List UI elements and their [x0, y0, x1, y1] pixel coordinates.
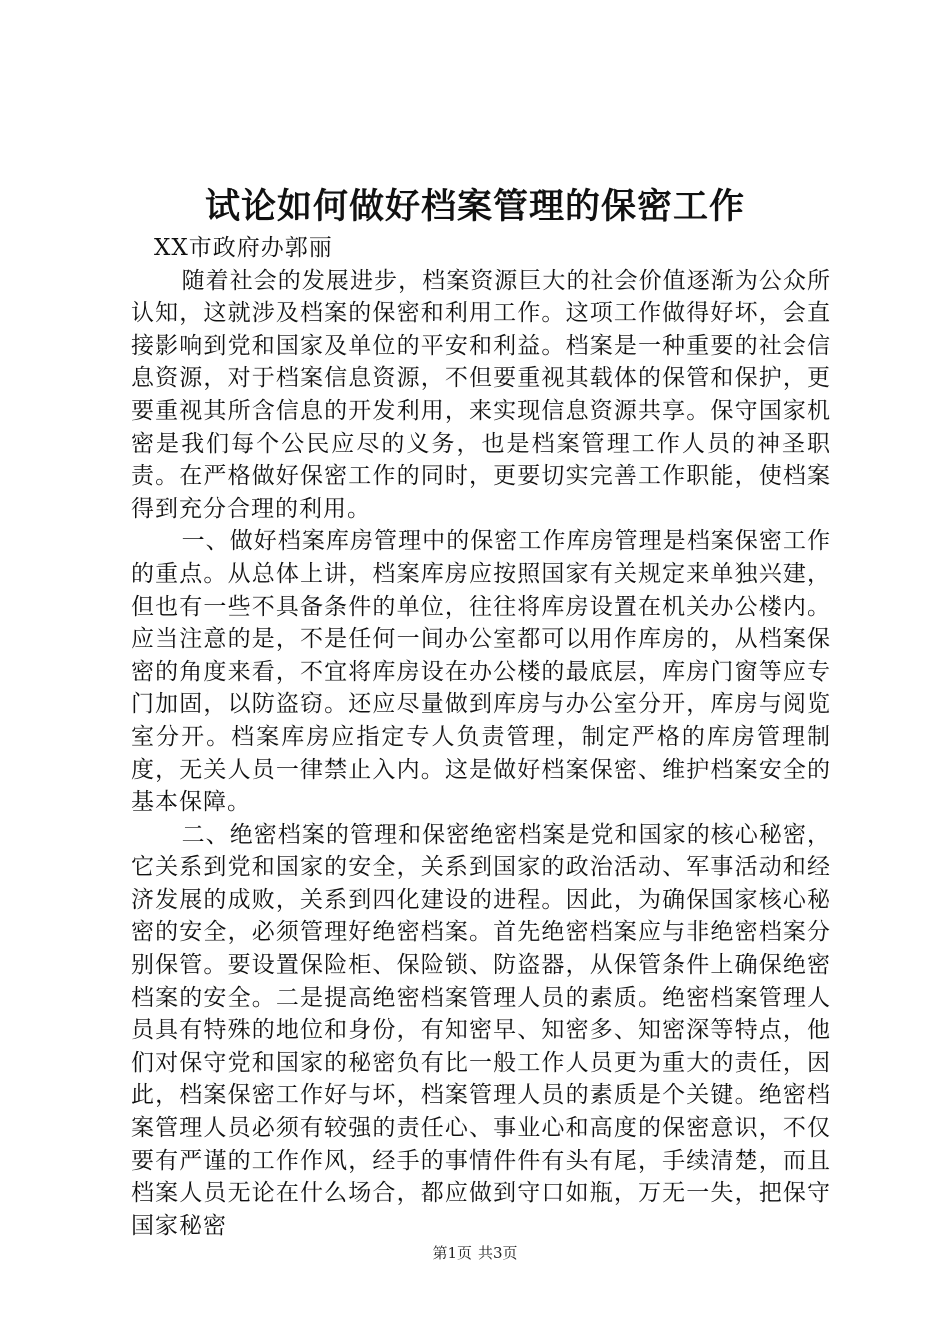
document-body [131, 232, 831, 1242]
paragraph-intro: 随着社会的发展进步，档案资源巨大的社会价值逐渐为公众所认知，这就涉及档案的保密和利用工作。这项工作做得好坏，会直接影响到党和国家及单位的平安和利益。档案是一种重要的社会信息资源，对于档案信息资源，不但要重视其载体的保管和保护，更要重视其所含信息的开发利用，来实现信息资源共享。保守国家机密是我们每个公民应尽的义务，也是档案管理工作人员的神圣职责。在严格做好保密工作的同时，更要切实完善工作职能，使档案得到充分合理的利用。 [131, 267, 831, 522]
page-footer [0, 1242, 950, 1264]
author-line: XX市政府办郭丽 [154, 235, 333, 261]
paragraph-section-2: 二、绝密档案的管理和保密绝密档案是党和国家的核心秘密，它关系到党和国家的安全，关系到国家的政治活动、军事活动和经济发展的成败，关系到四化建设的进程。因此，为确保国家核心秘密的安全，必须管理好绝密档案。首先绝密档案应与非绝密档案分别保管。要设置保险柜、保险锁、防盗器，从保管条件上确保绝密档案的安全。二是提高绝密档案管理人员的素质。绝密档案管理人员具有特殊的地位和身份，有知密早、知密多、知密深等特点，他们对保守党和国家的秘密负有比一般工作人员更为重大的责任，因此，档案保密工作好与坏，档案管理人员的素质是个关键。绝密档案管理人员必须有较强的责任心、事业心和高度的保密意识，不仅要有严谨的工作作风，经手的事情件件有头有尾，手续清楚，而且档案人员无论在什么场合，都应做到守口如瓶，万无一失，把保守国家秘密 [131, 821, 831, 1239]
page-number: 第1页 [432, 1244, 472, 1262]
page-total: 共3页 [478, 1244, 518, 1262]
paragraph-section-1: 一、做好档案库房管理中的保密工作库房管理是档案保密工作的重点。从总体上讲，档案库房应按照国家有关规定来单独兴建，但也有一些不具备条件的单位，往往将库房设置在机关办公楼内。应当注意的是，不是任何一间办公室都可以用作库房的，从档案保密的角度来看，不宜将库房设在办公楼的最底层，库房门窗等应专门加固，以防盗窃。还应尽量做到库房与办公室分开，库房与阅览室分开。档案库房应指定专人负责管理，制定严格的库房管理制度，无关人员一律禁止入内。这是做好档案保密、维护档案安全的基本保障。 [131, 528, 831, 816]
document-title: 试论如何做好档案管理的保密工作 [204, 186, 745, 227]
